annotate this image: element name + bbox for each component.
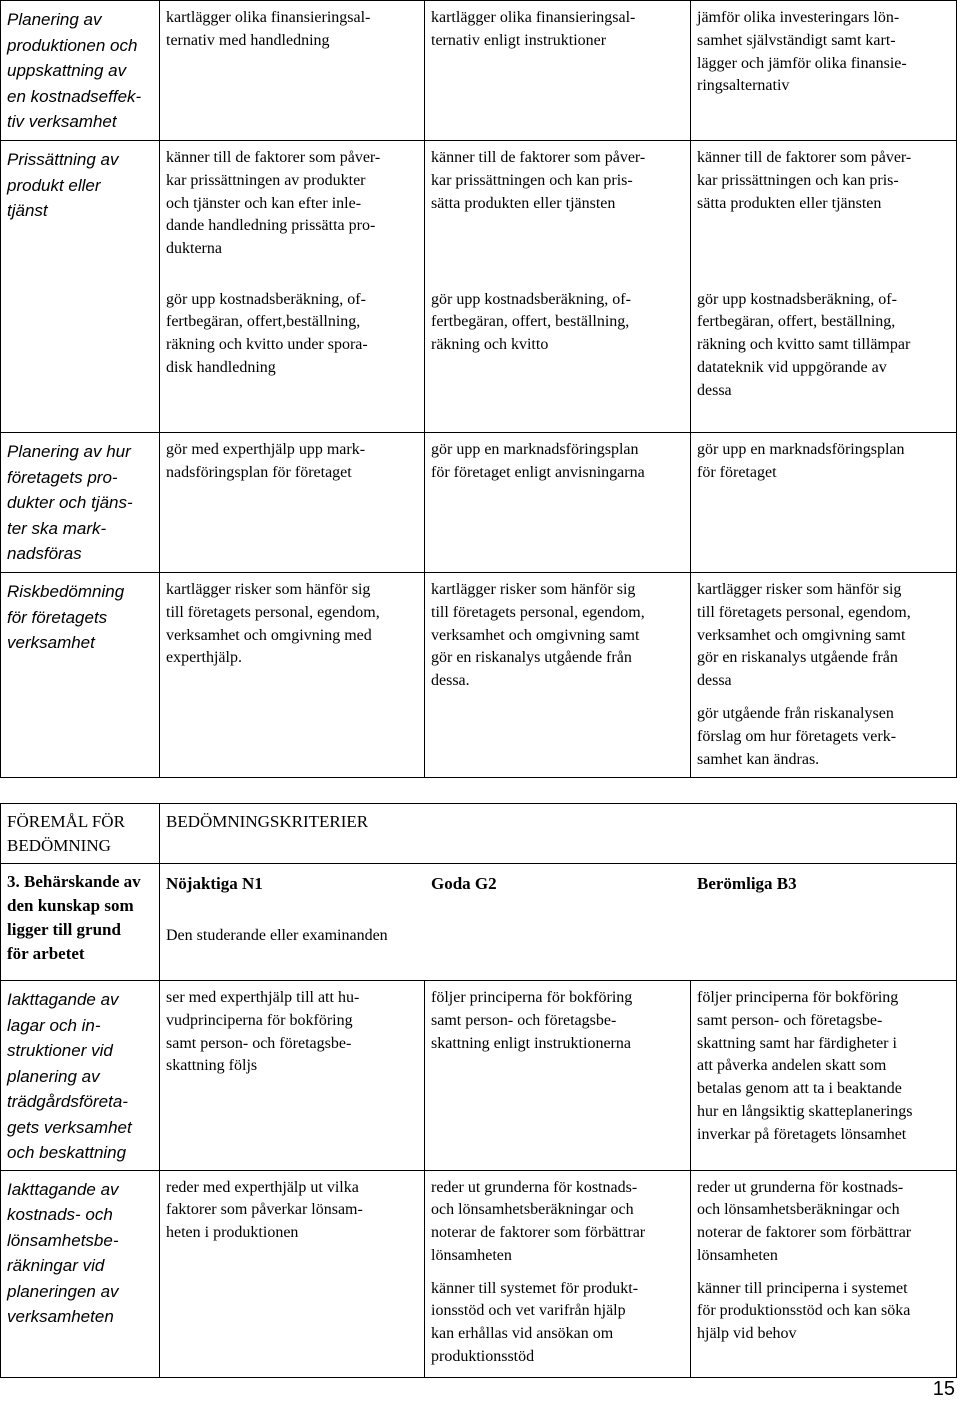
objective-cell-continued bbox=[1, 283, 160, 433]
table-row bbox=[1, 1, 957, 141]
objective-cell: Planering av produktionen och uppskattning av en kostnadseffek- tiv verksamhet bbox=[1, 1, 160, 141]
criteria-b3-cell: gör upp kostnadsberäkning, of- fertbegäran, offert, beställning, räkning och kvitto samt tillämpar datateknik vid uppgörande av dessa bbox=[691, 283, 957, 433]
criteria-b3-cell: känner till de faktorer som påver- kar prissättningen och kan pris- sätta produkten eller tjänsten bbox=[691, 141, 957, 283]
criteria-g2-cell: känner till de faktorer som påver- kar prissättningen och kan pris- sätta produkten eller tjänsten bbox=[425, 141, 691, 283]
criteria-b3-cell: jämför olika investeringars lön- samhet självständigt samt kart- lägger och jämför olika finansie- ringsalternativ bbox=[691, 1, 957, 141]
criteria-n1-cell: gör upp kostnadsberäkning, of- fertbegäran, offert,beställning, räkning och kvitto under spora- disk handledning bbox=[160, 283, 425, 433]
header-criteria: BEDÖMNINGSKRITERIER bbox=[160, 804, 957, 864]
level-g2: Goda G2 bbox=[431, 874, 497, 893]
criteria-n1-cell: känner till de faktorer som påver- kar prissättningen av produkter och tjänster och kan efter inle- dande handledning prissätta pro- dukterna bbox=[160, 141, 425, 283]
table-row bbox=[1, 433, 957, 573]
table-row bbox=[1, 1170, 957, 1377]
criteria-g2-cell: gör upp kostnadsberäkning, of- fertbegäran, offert, beställning, räkning och kvitto bbox=[425, 283, 691, 433]
criteria-n1-cell: gör med experthjälp upp mark- nadsföringsplan för företaget bbox=[160, 433, 425, 573]
objective-cell: Riskbedömning för företagets verksamhet bbox=[1, 573, 160, 778]
objective-cell: Iakttagande av lagar och in- struktioner vid planering av trädgårdsföreta- gets verksamhet och beskattning bbox=[1, 981, 160, 1171]
section-title: 3. Behärskande av den kunskap som ligger till grund för arbetet bbox=[1, 864, 160, 981]
table-row bbox=[1, 283, 957, 433]
objective-cell: Iakttagande av kostnads- och lönsamhetsbe- räkningar vid planeringen av verksamheten bbox=[1, 1170, 160, 1377]
criteria-n1-cell: ser med experthjälp till att hu- vudprinciperna för bokföring samt person- och företagsbe- skattning följs bbox=[160, 981, 425, 1171]
criteria-n1-cell: kartlägger olika finansieringsal- ternativ med handledning bbox=[160, 1, 425, 141]
table-row bbox=[1, 141, 957, 283]
header-row bbox=[1, 804, 957, 864]
criteria-b3-cell: följer principerna för bokföring samt person- och företagsbe- skattning samt har färdigheter i att påverka andelen skatt som betalas genom att ta i beaktande hur en långsiktig skatteplanerings inverkar på företagets lönsamhet bbox=[691, 981, 957, 1171]
criteria-n1-cell: kartlägger risker som hänför sig till företagets personal, egendom, verksamhet och omgivning med experthjälp. bbox=[160, 573, 425, 778]
header-objective: FÖREMÅL FÖR BEDÖMNING bbox=[1, 804, 160, 864]
level-n1: Nöjaktiga N1 bbox=[166, 874, 263, 893]
table-row bbox=[1, 981, 957, 1171]
criteria-g2-cell: gör upp en marknadsföringsplan för företaget enligt anvisningarna bbox=[425, 433, 691, 573]
criteria-n1-cell: reder med experthjälp ut vilka faktorer som påverkar lönsam- heten i produktionen bbox=[160, 1170, 425, 1377]
criteria-b3-cell: reder ut grunderna för kostnads- och lönsamhetsberäkningar och noterar de faktorer som förbättrar lönsamheten känner till principerna i systemet för produktionsstöd och kan söka hjälp vid behov bbox=[691, 1170, 957, 1377]
levels-row bbox=[1, 864, 957, 981]
objective-cell: Planering av hur företagets pro- dukter och tjäns- ter ska mark- nadsföras bbox=[1, 433, 160, 573]
level-b3: Berömliga B3 bbox=[697, 874, 797, 893]
criteria-g2-cell: följer principerna för bokföring samt person- och företagsbe- skattning enligt instruktionerna bbox=[425, 981, 691, 1171]
criteria-b3-cell: gör upp en marknadsföringsplan för företaget bbox=[691, 433, 957, 573]
criteria-b3-cell: kartlägger risker som hänför sig till företagets personal, egendom, verksamhet och omgivning samt gör en riskanalys utgående från dessa gör utgående från riskanalysen förslag om hur företagets verk- samhet kan ändras. bbox=[691, 573, 957, 778]
criteria-g2-cell: kartlägger olika finansieringsal- ternativ enligt instruktioner bbox=[425, 1, 691, 141]
table-row bbox=[1, 573, 957, 778]
criteria-g2-cell: kartlägger risker som hänför sig till företagets personal, egendom, verksamhet och omgivning samt gör en riskanalys utgående från dessa. bbox=[425, 573, 691, 778]
subject-line: Den studerande eller examinanden bbox=[166, 927, 388, 944]
criteria-g2-cell: reder ut grunderna för kostnads- och lönsamhetsberäkningar och noterar de faktorer som förbättrar lönsamheten känner till systemet för produkt- ionsstöd och vet varifrån hjälp kan erhållas vid ansökan om produktionsstöd bbox=[425, 1170, 691, 1377]
levels-cell bbox=[160, 864, 957, 981]
criteria-table bbox=[0, 803, 957, 1378]
objective-cell: Prissättning av produkt eller tjänst bbox=[1, 141, 160, 283]
page-number: 15 bbox=[932, 1378, 955, 1400]
